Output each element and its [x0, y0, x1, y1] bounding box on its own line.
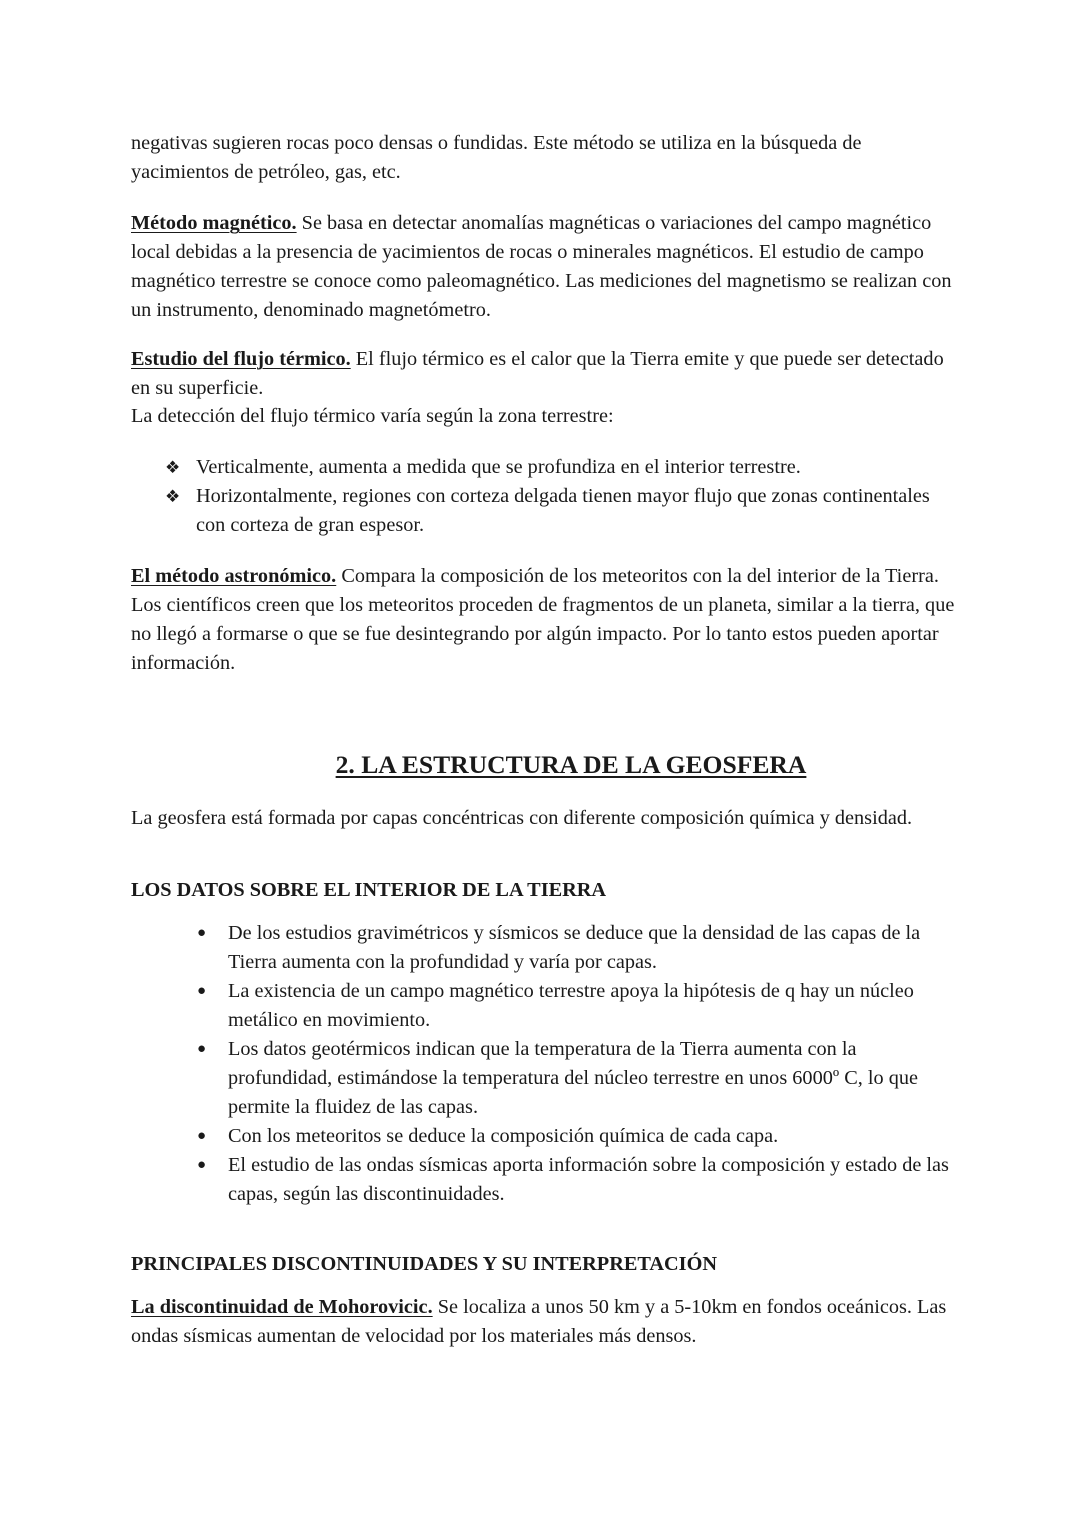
thermal-flow-heading: Estudio del flujo térmico. [131, 348, 351, 370]
diamond-bullet-icon: ❖ [165, 487, 181, 506]
bullet-dot-icon: ● [197, 925, 207, 941]
magnetic-method-paragraph [131, 209, 961, 325]
astronomic-method-text: Compara la composición de los meteoritos con la del interior de la Tierra. Los científicos creen que los meteoritos proceden de fragmentos de un planeta, similar a la tierra, que no llegó a formarse o que se fue desintegrando por algún impacto. Por lo tanto estos pueden aportar información. [131, 565, 955, 674]
astronomic-method-heading: El método astronómico. [131, 565, 337, 587]
magnetic-method-text: Se basa en detectar anomalías magnéticas o variaciones del campo magnético local debidas a la presencia de yacimientos de rocas o minerales magnéticos. El estudio de campo magnético terrestre se conoce como paleomagnético. Las mediciones del magnetismo se realizan con un instrumento, denominado magnetómetro. [131, 212, 952, 321]
diamond-bullet-icon: ❖ [165, 458, 181, 477]
bullet-dot-icon: ● [197, 1128, 207, 1144]
list-item: ❖ Verticalmente, aumenta a medida que se profundiza en el interior terrestre. [131, 453, 961, 482]
interior-data-subheading: LOS DATOS SOBRE EL INTERIOR DE LA TIERRA [131, 879, 607, 901]
magnetic-method-heading: Método magnético. [131, 212, 297, 234]
mohorovicic-text: Se localiza a unos 50 km y a 5-10km en fondos oceánicos. Las ondas sísmicas aumentan de velocidad por los materiales más densos. [131, 1296, 947, 1347]
list-item: ● Los datos geotérmicos indican que la temperatura de la Tierra aumenta con la profundidad, estimándose la temperatura del núcleo terrestre en unos 6000º C, lo que permite la fluidez de las capas. [131, 1035, 961, 1122]
thermal-flow-list [131, 453, 961, 540]
list-item: ● De los estudios gravimétricos y sísmicos se deduce que la densidad de las capas de la Tierra aumenta con la profundidad y varía por capas. [131, 919, 961, 977]
bullet-dot-icon: ● [197, 1157, 207, 1173]
discontinuities-subheading: PRINCIPALES DISCONTINUIDADES Y SU INTERPRETACIÓN [131, 1253, 717, 1275]
list-item: ● El estudio de las ondas sísmicas aporta información sobre la composición y estado de las capas, según las discontinuidades. [131, 1151, 961, 1209]
list-item: ● La existencia de un campo magnético terrestre apoya la hipótesis de q hay un núcleo metálico en movimiento. [131, 977, 961, 1035]
list-item: ● Con los meteoritos se deduce la composición química de cada capa. [131, 1122, 961, 1151]
astronomic-method-paragraph [131, 562, 961, 678]
bullet-dot-icon: ● [197, 983, 207, 999]
intro-paragraph: negativas sugieren rocas poco densas o fundidas. Este método se utiliza en la búsqueda de yacimientos de petróleo, gas, etc. [131, 132, 862, 183]
mohorovicic-paragraph [131, 1293, 961, 1351]
list-item: ❖ Horizontalmente, regiones con corteza delgada tienen mayor flujo que zonas continentales con corteza de gran espesor. [131, 482, 961, 540]
bullet-dot-icon: ● [197, 1041, 207, 1057]
thermal-flow-intro-line: La detección del flujo térmico varía según la zona terrestre: [131, 405, 614, 427]
mohorovicic-heading: La discontinuidad de Mohorovicic. [131, 1296, 433, 1318]
thermal-flow-paragraph [131, 345, 961, 403]
thermal-flow-text: El flujo térmico es el calor que la Tierra emite y que puede ser detectado en su superficie. [131, 348, 944, 399]
geosphere-intro: La geosfera está formada por capas concéntricas con diferente composición química y densidad. [131, 807, 913, 829]
section-title: 2. LA ESTRUCTURA DE LA GEOSFERA [335, 750, 807, 779]
interior-data-list [131, 919, 961, 1209]
